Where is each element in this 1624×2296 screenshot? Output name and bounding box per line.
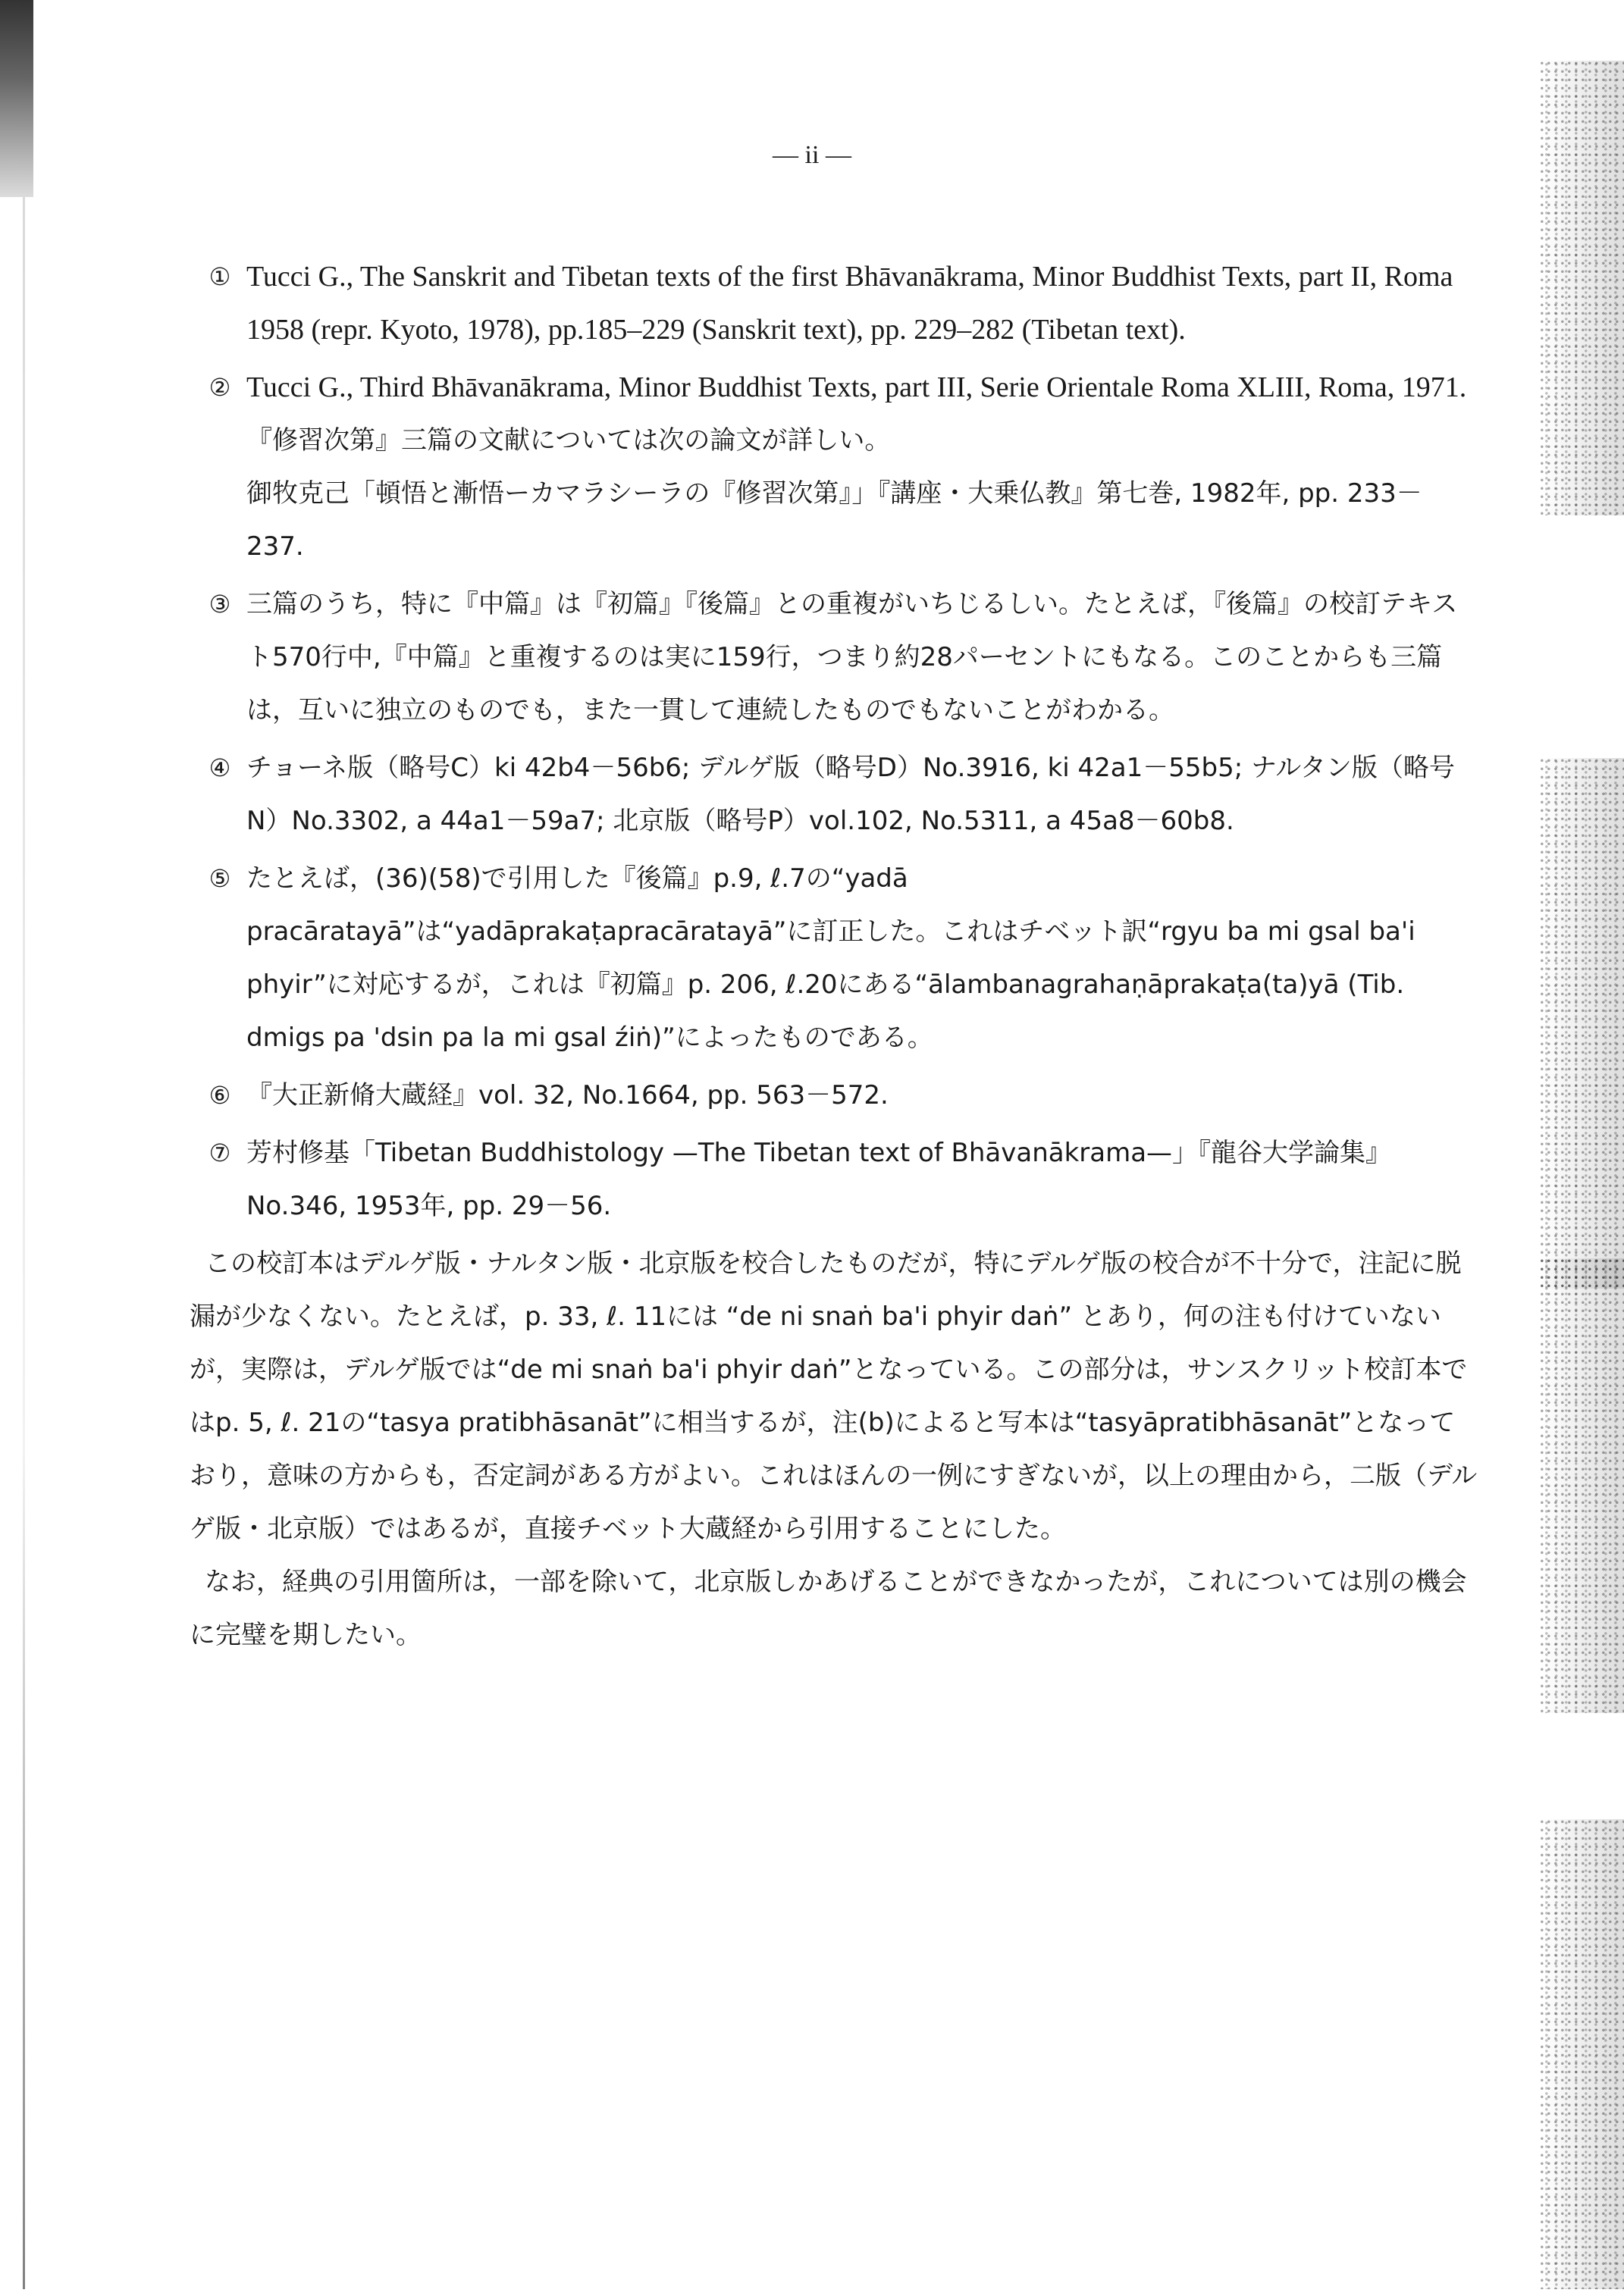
scan-noise-right-2 — [1541, 758, 1624, 1289]
scan-noise-right-3 — [1541, 1258, 1624, 1713]
note-marker: ③ — [208, 590, 231, 619]
note-text: 『修習次第』三篇の文献については次の論文が詳しい。 — [246, 425, 891, 456]
note-marker: ② — [208, 373, 231, 402]
note-7 — [205, 1126, 1478, 1233]
note-text: 芳村修基「Tibetan Buddhistology —The Tibetan text of Bhāvanākrama—」『龍谷大学論集』No.346, 1953年, pp. 29－56. — [246, 1138, 1392, 1221]
note-marker: ① — [208, 262, 231, 291]
note-text: 御牧克己「頓悟と漸悟ーカマラシーラの『修習次第』」『講座・大乗仏教』第七巻, 1982年, pp. 233－237. — [246, 478, 1422, 562]
scan-noise-right-1 — [1541, 61, 1624, 515]
note-2 — [205, 361, 1478, 573]
note-6 — [205, 1069, 1478, 1122]
page-content — [190, 250, 1478, 1662]
note-1 — [205, 250, 1478, 356]
page-number: — ii — — [773, 141, 851, 169]
note-3 — [205, 578, 1478, 737]
scan-edge-line-left — [23, 197, 25, 2289]
note-text: Tucci G., The Sanskrit and Tibetan texts of the first Bhāvanākrama, Minor Buddhist Texts, part II, Roma 1958 (repr. Kyoto, 1978), pp.185–229 (Sanskrit text), pp. 229–282 (Tibetan text). — [246, 261, 1453, 346]
body-paragraph: なお，経典の引用箇所は，一部を除いて，北京版しかあげることができなかったが，これについては別の機会に完璧を期したい。 — [190, 1567, 1467, 1650]
note-marker: ⑤ — [208, 864, 231, 893]
note-4 — [205, 741, 1478, 847]
note-text: たとえば，(36)(58)で引用した『後篇』p.9, ℓ.7の“yadā pracāratayā”は“yadāprakaṭapracāratayā”に訂正した。これはチベット訳“rgyu ba mi gsal ba'i phyir”に対応するが，これは『初篇』p. 206, ℓ.20にある“ālambanagrahaṇāprakaṭa(ta)yā (Tib. dmigs pa 'dsin pa la mi gsal źiṅ)”によったものである。 — [246, 863, 1416, 1053]
note-marker: ⑦ — [208, 1139, 231, 1167]
note-marker: ④ — [208, 753, 231, 782]
note-marker: ⑥ — [208, 1081, 231, 1110]
note-text: Tucci G., Third Bhāvanākrama, Minor Buddhist Texts, part III, Serie Orientale Roma XLIII, Roma, 1971. — [246, 371, 1467, 403]
note-5 — [205, 852, 1478, 1064]
note-text: チョーネ版（略号C）ki 42b4－56b6; デルゲ版（略号D）No.3916, ki 42a1－55b5; ナルタン版（略号N）No.3302, a 44a1－59a7; 北京版（略号P）vol.102, No.5311, a 45a8－60b8. — [246, 753, 1455, 836]
body-paragraph: この校訂本はデルゲ版・ナルタン版・北京版を校合したものだが，特にデルゲ版の校合が不十分で，注記に脱漏が少なくない。たとえば，p. 33, ℓ. 11には “de ni snaṅ ba'i phyir daṅ” とあり，何の注も付けていないが，実際は，デルゲ版では“de mi snaṅ ba'i phyir daṅ”となっている。この部分は，サンスクリット校訂本ではp. 5, ℓ. 21の“tasya pratibhāsanāt”に相当するが，注(b)によると写本は“tasyāpratibhāsanāt”となっており，意味の方からも，否定詞がある方がよい。これはほんの一例にすぎないが，以上の理由から，二版（デルゲ版・北京版）ではあるが，直接チベット大蔵経から引用することにした。 — [190, 1248, 1478, 1544]
note-text: 三篇のうち，特に『中篇』は『初篇』『後篇』との重複がいちじるしい。たとえば，『後篇』の校訂テキスト570行中,『中篇』と重複するのは実に159行，つまり約28パーセントにもなる。このことからも三篇は，互いに独立のものでも，また一貫して連続したものでもないことがわかる。 — [246, 589, 1458, 725]
scan-noise-right-4 — [1541, 1819, 1624, 2289]
note-text: 『大正新脩大蔵経』vol. 32, No.1664, pp. 563－572. — [246, 1080, 889, 1110]
